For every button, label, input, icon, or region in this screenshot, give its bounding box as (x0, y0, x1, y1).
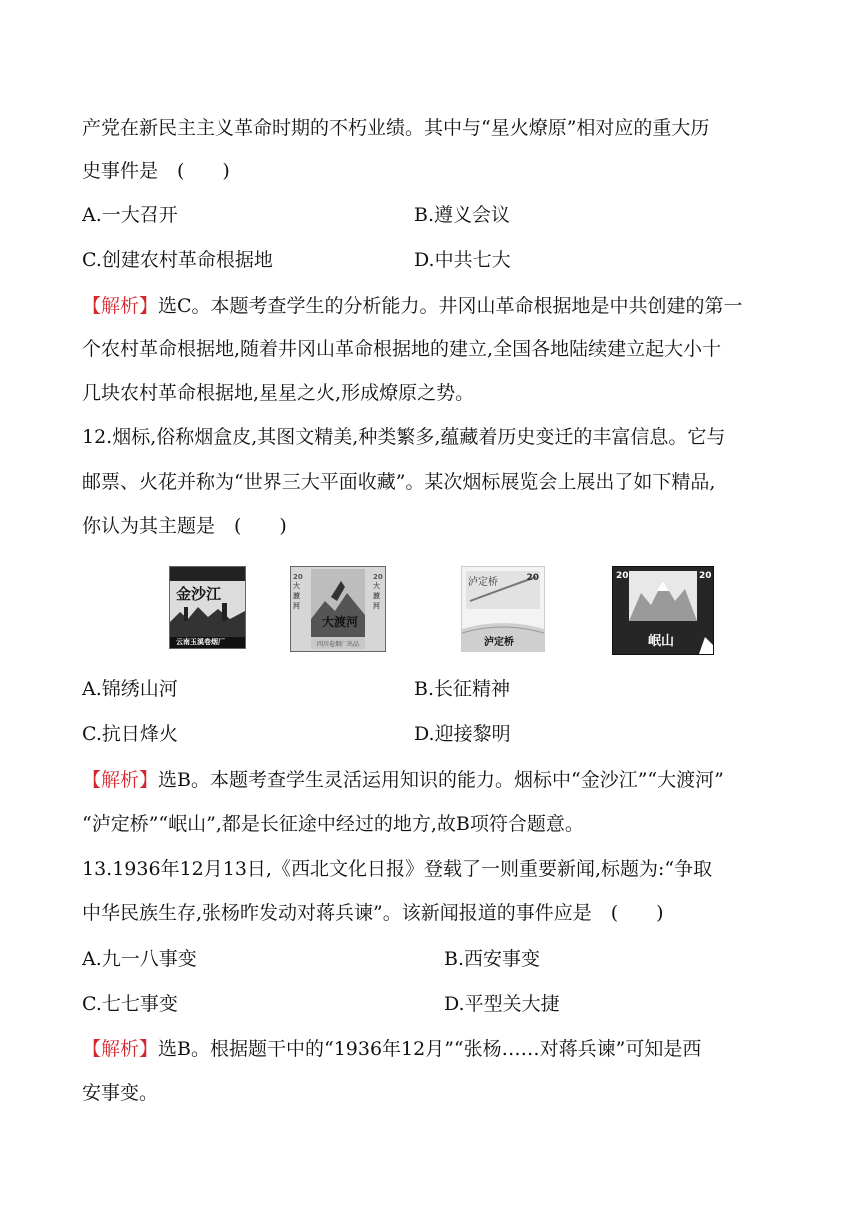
q11-analysis-line-3: 几块农村革命根据地,星星之火,形成燎原之势。 (82, 382, 475, 404)
question-12-text-line-3: 你认为其主题是 ( ) (82, 515, 287, 537)
analysis-text: 选C。本题考查学生的分析能力。井冈山革命根据地是中共创建的第一 (158, 295, 743, 317)
label-title: 金沙江 (176, 585, 222, 603)
label-corner-left: 20 (616, 571, 629, 581)
question-11-text-line-2: 史事件是 ( ) (82, 160, 230, 182)
analysis-text: 选B。根据题干中的“1936年12月”“张杨……对蒋兵谏”可知是西 (158, 1038, 702, 1060)
question-12-text-line-2: 邮票、火花并称为“世界三大平面收藏”。某次烟标展览会上展出了如下精品, (82, 471, 716, 493)
cigarette-label-minshan (612, 566, 714, 655)
label-footer: 四川卷烟厂出品 (317, 641, 360, 648)
q12-option-b: B.长征精神 (414, 678, 511, 700)
cigarette-label-jinshajiang (169, 566, 246, 649)
question-13-text-line-2: 中华民族生存,张杨昨发动对蒋兵谏”。该新闻报道的事件应是 ( ) (82, 902, 664, 924)
label-side-left: 20 大渡河 (293, 573, 303, 610)
q13-analysis-line-1 (82, 1037, 701, 1061)
label-title: 大渡河 (322, 615, 359, 629)
q11-analysis-line-2: 个农村革命根据地,随着井冈山革命根据地的建立,全国各地陆续建立起大小十 (82, 338, 722, 360)
q13-analysis-line-2: 安事变。 (82, 1082, 159, 1104)
analysis-tag: 【解析】 (82, 769, 159, 791)
label-title: 岷山 (648, 634, 675, 649)
q11-option-d: D.中共七大 (414, 249, 511, 271)
q12-option-a: A.锦绣山河 (82, 678, 178, 700)
q11-option-b: B.遵义会议 (414, 204, 511, 226)
q11-analysis-line-1 (82, 294, 743, 318)
q13-option-a: A.九一八事变 (82, 948, 197, 970)
q12-option-c: C.抗日烽火 (82, 723, 178, 745)
q12-analysis-line-2: “泸定桥”“岷山”,都是长征途中经过的地方,故B项符合题意。 (82, 813, 584, 835)
question-13-text-line-1: 13.1936年12月13日,《西北文化日报》登载了一则重要新闻,标题为:“争取 (82, 858, 713, 880)
question-12-text-line-1: 12.烟标,俗称烟盒皮,其图文精美,种类繁多,蕴藏着历史变迁的丰富信息。它与 (82, 426, 726, 448)
q12-option-d: D.迎接黎明 (414, 723, 511, 745)
q13-option-d: D.平型关大捷 (444, 993, 560, 1015)
analysis-tag: 【解析】 (82, 1038, 159, 1060)
q11-option-a: A.一大召开 (82, 204, 178, 226)
label-corner-right: 20 (699, 571, 712, 581)
q13-option-b: B.西安事变 (444, 948, 541, 970)
q12-analysis-line-1 (82, 768, 724, 792)
label-top-text: 泸定桥 (468, 577, 498, 588)
cigarette-label-daduhe (290, 566, 386, 652)
label-side-right: 20 大渡河 (373, 573, 383, 610)
label-footer: 泸定桥 (484, 637, 514, 648)
question-11-text-line-1: 产党在新民主主义革命时期的不朽业绩。其中与“星火燎原”相对应的重大历 (82, 117, 710, 139)
analysis-text: 选B。本题考查学生灵活运用知识的能力。烟标中“金沙江”“大渡河” (158, 769, 724, 791)
label-corner: 20 (526, 573, 539, 583)
q13-option-c: C.七七事变 (82, 993, 178, 1015)
label-footer: 云南玉溪卷烟厂 (176, 638, 225, 646)
q11-option-c: C.创建农村革命根据地 (82, 249, 273, 271)
cigarette-label-ludingqiao (461, 566, 545, 652)
analysis-tag: 【解析】 (82, 295, 159, 317)
